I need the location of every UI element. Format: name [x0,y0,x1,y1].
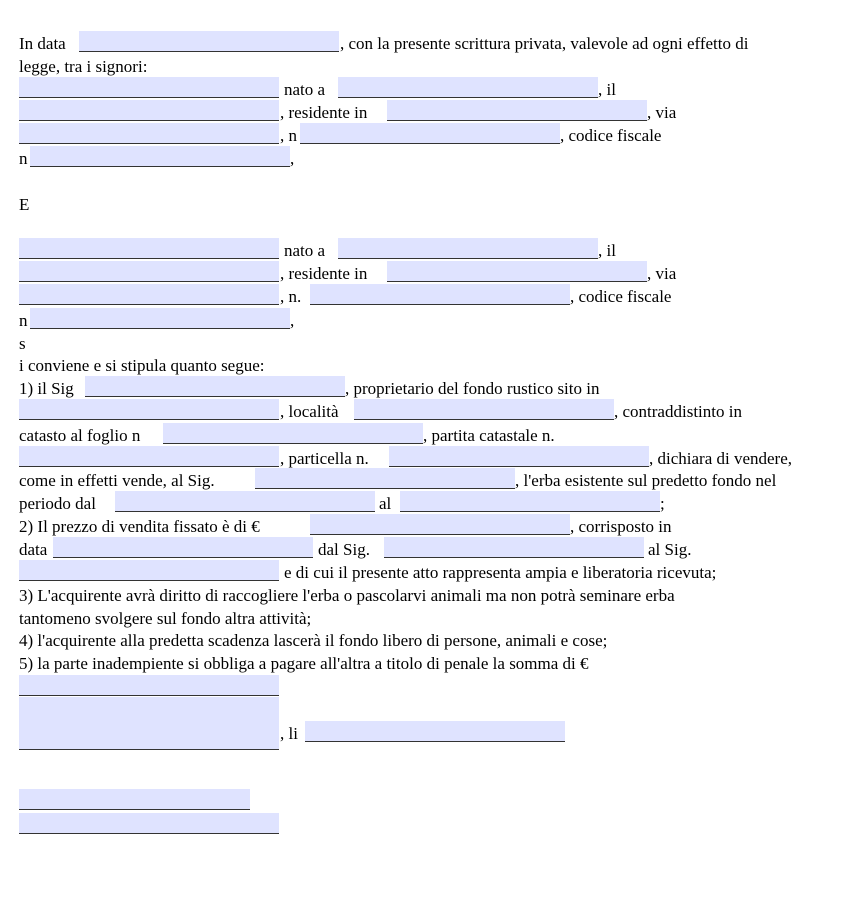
art1-catasto-label: catasto al foglio n [19,426,141,445]
art1-dichiara: , dichiara di vendere, [649,449,793,468]
party2-birthplace-field[interactable] [338,238,598,259]
art1-period-to-field[interactable] [400,491,660,512]
intro-in-data: In data [19,34,66,53]
art2-to-person-field[interactable] [19,560,279,581]
party2-fiscal-code-field[interactable] [30,308,290,329]
art5: 5) la parte inadempiente si obbliga a pagare all'altra a titolo di penale la somma di € [19,654,589,673]
art2-data-label: data [19,540,48,559]
party2-name-field[interactable] [19,238,279,259]
art1-particella-field[interactable] [389,446,649,467]
party2-number-field[interactable] [310,284,570,305]
signature-field-2[interactable] [19,813,279,834]
agreement-intro: i conviene e si stipula quanto segue: [19,356,265,375]
intro-text-2: legge, tra i signori: [19,57,148,76]
date-field[interactable] [79,31,339,52]
art1-contraddistinto: , contraddistinto in [614,402,742,421]
art2-date-field[interactable] [53,537,313,558]
art1-come-label: come in effetti vende, al Sig. [19,471,215,490]
art1-periodo-label: periodo dal [19,494,96,513]
art1-buyer-field[interactable] [255,468,515,489]
party1-street-field[interactable] [19,123,279,144]
party1-name-field[interactable] [19,77,279,98]
art1-period-from-field[interactable] [115,491,375,512]
party2-cf-label: , codice fiscale [570,287,672,306]
party1-fiscal-code-field[interactable] [30,146,290,167]
art3-line2: tantomeno svolgere sul fondo altra attività; [19,609,312,628]
party1-n-label: , n [280,126,297,145]
art3-line1: 3) L'acquirente avrà diritto di raccogliere l'erba o pascolarvi animali ma non potrà seminare erba [19,586,675,605]
party1-comma: , [290,149,295,168]
party2-n-label: , n. [280,287,302,306]
art1-locality-field[interactable] [354,399,614,420]
art2-from-person-field[interactable] [384,537,644,558]
art1-sheet-field[interactable] [163,423,423,444]
art4: 4) l'acquirente alla predetta scadenza lascerà il fondo libero di persone, animali e cose; [19,631,608,650]
art2-ricevuta: e di cui il presente atto rappresenta ampia e liberatoria ricevuta; [284,563,717,582]
party1-birthplace-field[interactable] [338,77,598,98]
intro-text: , con la presente scrittura privata, valevole ad ogni effetto di [340,34,749,53]
art1-particella-label: , particella n. [280,449,369,468]
art2-alsig-label: al Sig. [648,540,692,559]
art1-sig-label: 1) il Sig [19,379,74,398]
art2-corrisposto: , corrisposto in [570,517,672,536]
signature-date-field[interactable] [305,721,565,742]
party1-il-label: , il [598,80,616,99]
art1-semicolon: ; [660,494,665,513]
art5-penalty-field[interactable] [19,675,279,696]
and-separator: E [19,195,30,214]
party1-birthdate-field[interactable] [19,100,279,121]
art1-site-field[interactable] [19,399,279,420]
art2-price-field[interactable] [310,514,570,535]
party2-via-label: , via [647,264,677,283]
art1-owner-field[interactable] [85,376,345,397]
art1-erba-text: , l'erba esistente sul predetto fondo nel [515,471,777,490]
s-letter: s [19,334,26,353]
art2-dalsig-label: dal Sig. [318,540,370,559]
party2-comma: , [290,311,295,330]
place-field[interactable] [19,697,279,750]
art1-partita-field[interactable] [19,446,279,467]
art1-localita-label: , località [280,402,339,421]
art1-partita-label: , partita catastale n. [423,426,555,445]
signature-field-1[interactable] [19,789,250,810]
party1-n2-label: n [19,149,28,168]
party1-residence-field[interactable] [387,100,647,121]
party2-birthdate-field[interactable] [19,261,279,282]
party1-cf-label: , codice fiscale [560,126,662,145]
party2-street-field[interactable] [19,284,279,305]
party2-nato-label: nato a [284,241,326,260]
party1-via-label: , via [647,103,677,122]
party2-residente-label: , residente in [280,264,368,283]
art1-al-label: al [379,494,392,513]
li-label: , li [280,724,298,743]
party2-il-label: , il [598,241,616,260]
art2-prezzo-label: 2) Il prezzo di vendita fissato è di € [19,517,260,536]
party2-n2-label: n [19,311,28,330]
party1-residente-label: , residente in [280,103,368,122]
party1-nato-label: nato a [284,80,326,99]
party2-residence-field[interactable] [387,261,647,282]
art1-proprietario: , proprietario del fondo rustico sito in [345,379,600,398]
party1-number-field[interactable] [300,123,560,144]
